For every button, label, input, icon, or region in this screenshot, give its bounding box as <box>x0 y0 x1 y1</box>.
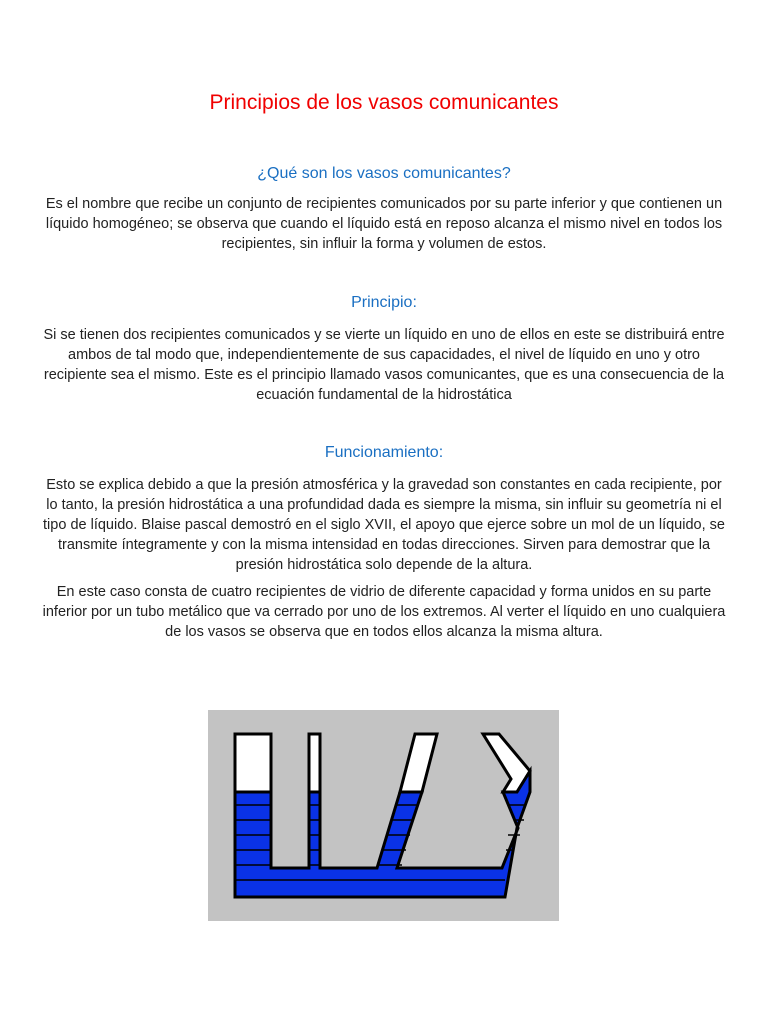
vessel-glass <box>235 734 530 792</box>
communicating-vessels-figure <box>208 710 559 921</box>
section-paragraph-que-son: Es el nombre que recibe un conjunto de recipientes comunicados por su parte inferior y que contienen un líquido homogéneo; se observa que cuando el líquido está en reposo alcanza el mismo nivel en todos los recipientes, sin influir la forma y volumen de estos. <box>45 196 723 252</box>
section-paragraph-funcionamiento-2: En este caso consta de cuatro recipientes de vidrio de diferente capacidad y forma unidos en su parte inferior por un tubo metálico que va cerrado por uno de los extremos. Al verter el líquido en uno cualquiera de los vasos se observa que en todos ellos alcanza la misma altura. <box>42 584 726 640</box>
section-heading-funcionamiento: Funcionamiento: <box>324 444 444 461</box>
section-heading-que-son: ¿Qué son los vasos comunicantes? <box>257 165 511 182</box>
vessel-liquid <box>235 771 530 897</box>
section-heading-principio: Principio: <box>351 294 417 311</box>
section-paragraph-principio: Si se tienen dos recipientes comunicados y se vierte un líquido en uno de ellos en este se distribuirá entre ambos de tal modo que, independientemente de sus capacidades, el nivel de líquido en uno y otro recipiente sea el mismo. Este es el principio llamado vasos comunicantes, que es una consecuencia de la ecuación fundamental de la hidrostática <box>43 327 725 403</box>
section-paragraph-funcionamiento-1: Esto se explica debido a que la presión atmosférica y la gravedad son constantes en cada recipiente, por lo tanto, la presión hidrostática a una profundidad dada es siempre la misma, sin influir su geometría ni el tipo de líquido. Blaise pascal demostró en el siglo XVII, el apoyo que ejerce sobre un mol de un líquido, se transmite íntegramente y con la misma intensidad en todas direcciones. Sirven para demostrar que la presión hidrostática solo depende de la altura. <box>43 477 725 573</box>
communicating-vessels-diagram <box>208 710 559 921</box>
page-title: Principios de los vasos comunicantes <box>209 91 559 114</box>
